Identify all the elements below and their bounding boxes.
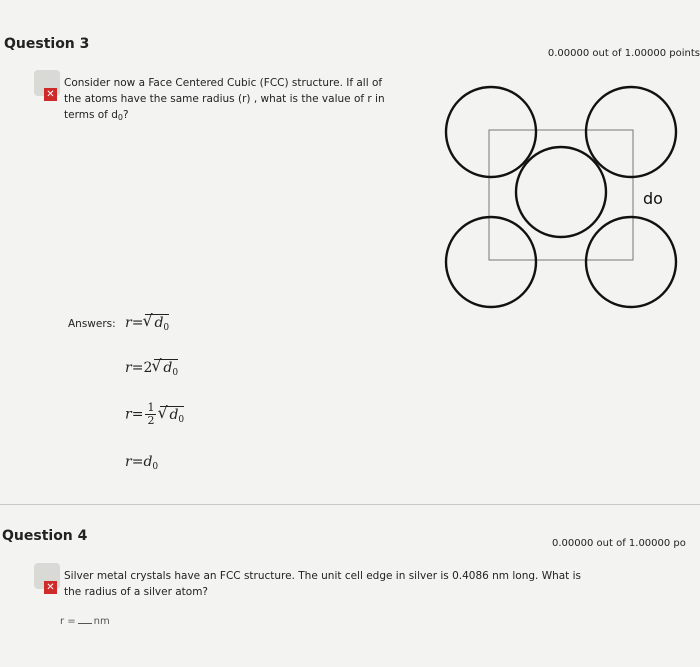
subscript: 0 bbox=[117, 113, 123, 122]
question-4-answer bbox=[60, 616, 110, 627]
atom-top-left bbox=[446, 87, 536, 177]
x-icon: ✕ bbox=[44, 88, 57, 101]
sqrt-symbol bbox=[154, 359, 178, 378]
answers-label: Answers: bbox=[68, 318, 116, 330]
x-icon: ✕ bbox=[44, 581, 57, 594]
answer-prefix: r = bbox=[60, 616, 76, 627]
radicand: d bbox=[154, 315, 164, 331]
question-3-prompt bbox=[64, 75, 414, 126]
answer-option bbox=[125, 359, 178, 378]
answer-blank bbox=[78, 623, 92, 624]
denominator: 2 bbox=[147, 414, 155, 427]
edge-label: do bbox=[643, 189, 663, 208]
radicand: d bbox=[169, 406, 179, 423]
prompt-line: Consider now a Face Centered Cubic (FCC) structure. If all of bbox=[64, 77, 383, 89]
prompt-line bbox=[64, 107, 414, 126]
question-4-title: Question 4 bbox=[2, 528, 88, 544]
question-4-points: 0.00000 out of 1.00000 po bbox=[552, 538, 686, 549]
answer-unit: nm bbox=[93, 616, 110, 627]
fraction bbox=[145, 402, 156, 427]
question-4-status bbox=[34, 563, 62, 599]
answer-lhs: r= bbox=[125, 315, 144, 331]
prompt-line: the atoms have the same radius (r) , what is the value of r in bbox=[64, 93, 385, 105]
atom-bottom-left bbox=[446, 217, 536, 307]
unit-cell-face bbox=[489, 130, 633, 260]
fcc-face-diagram bbox=[436, 84, 700, 314]
answer-lhs: r= bbox=[125, 360, 144, 376]
atom-top-right bbox=[586, 87, 676, 177]
question-4-prompt bbox=[64, 568, 664, 600]
answer-option bbox=[125, 402, 184, 427]
prompt-text: terms of d bbox=[64, 109, 118, 121]
sqrt-symbol bbox=[160, 406, 184, 425]
answer-lhs: r= bbox=[125, 454, 144, 470]
numerator: 1 bbox=[147, 401, 155, 414]
prompt-line: the radius of a silver atom? bbox=[64, 586, 209, 598]
radicand: d bbox=[163, 360, 173, 376]
answer-value: d bbox=[143, 454, 153, 470]
prompt-line: Silver metal crystals have an FCC structure. The unit cell edge in silver is 0.4086 nm long. What is bbox=[64, 570, 582, 582]
answer-option bbox=[125, 314, 169, 333]
subscript: 0 bbox=[172, 368, 179, 378]
question-divider bbox=[0, 504, 700, 505]
subscript: 0 bbox=[178, 414, 185, 425]
answer-option bbox=[125, 454, 158, 472]
question-3-title: Question 3 bbox=[4, 36, 90, 52]
subscript: 0 bbox=[163, 323, 170, 333]
atom-bottom-right bbox=[586, 217, 676, 307]
question-3-status bbox=[34, 70, 62, 106]
sqrt-symbol bbox=[145, 314, 169, 333]
subscript: 0 bbox=[152, 462, 159, 472]
coefficient: 2 bbox=[143, 360, 153, 376]
atom-center bbox=[516, 147, 606, 237]
answer-lhs: r= bbox=[125, 406, 144, 423]
question-3-points: 0.00000 out of 1.00000 points bbox=[547, 48, 700, 59]
prompt-text: ? bbox=[122, 109, 129, 121]
